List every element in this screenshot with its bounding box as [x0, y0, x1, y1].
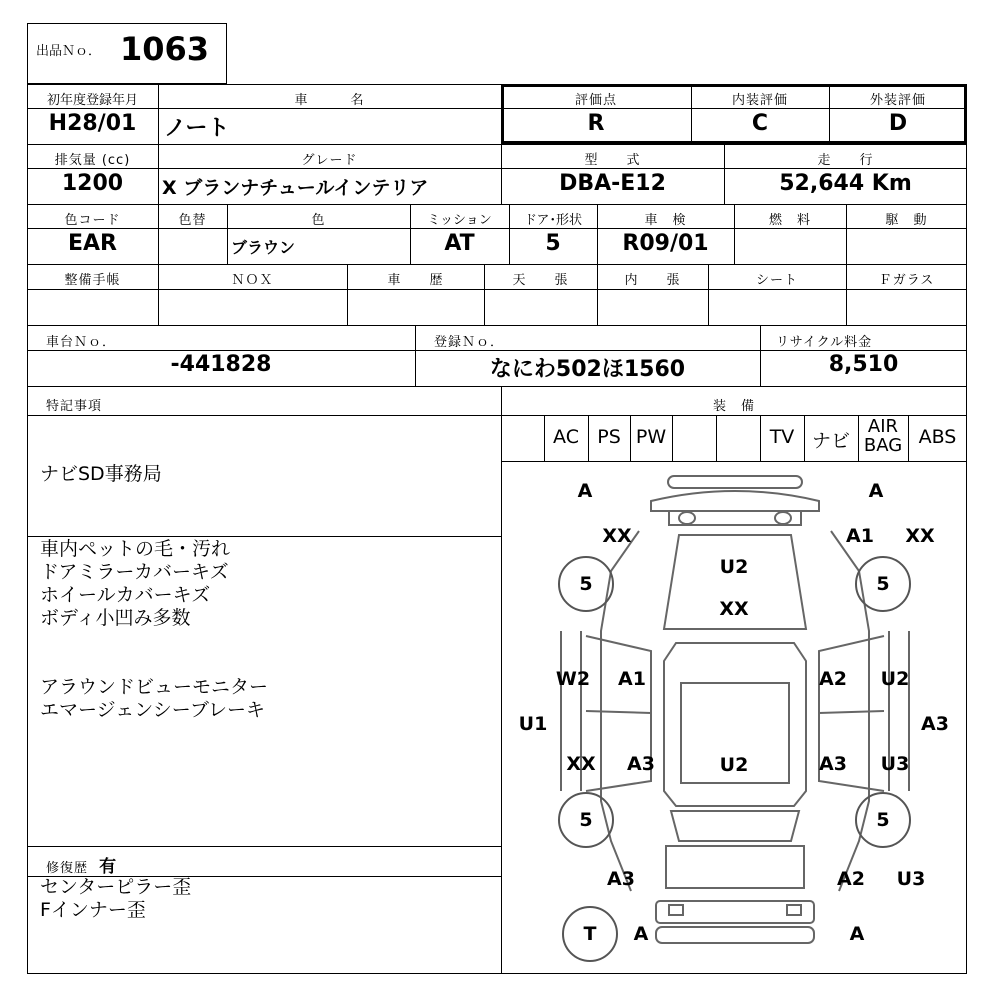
grade-value: X ブランナチュールインテリア — [162, 177, 429, 199]
score-label: 評価点 — [574, 93, 617, 108]
inspection-value: R09/01 — [622, 231, 709, 256]
lot-number: 1063 — [120, 30, 210, 68]
displacement-label: 排気量 (cc) — [54, 153, 131, 168]
mark-rear-left-corner: A — [633, 923, 649, 945]
notes-top: ナビSD事務局 — [40, 463, 162, 485]
model-label: 型 式 — [584, 153, 641, 168]
mark-left-side-u1: U1 — [518, 713, 548, 735]
inspection-label: 車 検 — [644, 213, 687, 228]
fuel-label: 燃 料 — [768, 213, 811, 228]
interior-trim-label: 内 張 — [624, 273, 681, 288]
mark-right-rear-door-u3: U3 — [880, 753, 910, 775]
mileage-value: 52,644 Km — [779, 171, 912, 196]
mark-left-front-door-a1: A1 — [618, 668, 646, 690]
mark-right-side-a3: A3 — [921, 713, 949, 735]
tire-spare-score: T — [583, 923, 597, 945]
mark-rear-left-quarter: A3 — [607, 868, 635, 890]
registration-label: 登録Ｎｏ． — [434, 335, 505, 350]
equip-ps: PS — [597, 426, 621, 448]
seat-label: シート — [755, 273, 798, 288]
mark-roof-u2: U2 — [719, 754, 749, 776]
equip-abs: ABS — [918, 426, 957, 448]
tire-rr-score: 5 — [876, 809, 890, 831]
mark-left-rear-door-a3: A3 — [627, 753, 655, 775]
mark-left-front-door-w2: W2 — [555, 668, 591, 690]
mark-right-front-door-u2: U2 — [880, 668, 910, 690]
score-value: R — [587, 111, 605, 136]
notes-label: 特記事項 — [46, 399, 103, 414]
interior-value: C — [751, 111, 769, 136]
color-value: ブラウン — [231, 238, 296, 257]
first-reg-value: H28/01 — [48, 111, 137, 136]
grade-label: グレード — [301, 153, 358, 168]
mark-right-front-door-a2: A2 — [819, 668, 847, 690]
mark-rear-right-quarter-u3: U3 — [896, 868, 926, 890]
drive-label: 駆 動 — [885, 213, 928, 228]
tire-fl-score: 5 — [579, 573, 593, 595]
color-change-label: 色替 — [178, 213, 207, 228]
color-label: 色 — [311, 213, 326, 228]
mark-front-right-fender-xx: XX — [905, 525, 935, 547]
notes-middle: 車内ペットの毛・汚れ ドアミラーカバーキズ ホイールカバーキズ ボディ小凹み多数 アラウンドビューモニター エマージェンシーブレーキ — [40, 538, 269, 721]
nox-label: ＮＯＸ — [231, 273, 274, 288]
displacement-value: 1200 — [61, 171, 124, 196]
mark-rear-right-quarter-a2: A2 — [837, 868, 865, 890]
history-label: 車 歴 — [387, 273, 444, 288]
mark-front-right-corner: A — [868, 480, 884, 502]
equip-ac: AC — [553, 426, 579, 448]
recycle-label: リサイクル料金 — [776, 335, 873, 350]
car-name-label: 車 名 — [294, 93, 365, 108]
car-name-value: ノート — [164, 116, 230, 141]
doors-value: 5 — [545, 231, 561, 256]
equip-pw: PW — [635, 426, 667, 448]
mark-front-right-fender-a1: A1 — [846, 525, 874, 547]
registration-value: なにわ502ほ1560 — [489, 357, 686, 382]
mark-hood-u2: U2 — [719, 556, 749, 578]
repair-label: 修復歴 — [46, 861, 89, 876]
car-diagram-outline — [501, 461, 967, 974]
model-value: DBA-E12 — [559, 171, 666, 196]
color-code-value: EAR — [68, 231, 117, 256]
equip-tv: TV — [769, 426, 795, 448]
tire-rl-score: 5 — [579, 809, 593, 831]
mark-left-rear-door-xx: XX — [566, 753, 596, 775]
tire-fr-score: 5 — [876, 573, 890, 595]
mark-front-left-corner: A — [577, 480, 593, 502]
chassis-value: -441828 — [170, 352, 272, 377]
exterior-value: D — [888, 111, 908, 136]
repair-notes: センターピラー歪 Fインナー歪 — [40, 876, 192, 921]
equip-airbag: AIR BAG — [863, 416, 903, 456]
maintenance-label: 整備手帳 — [64, 273, 121, 288]
chassis-label: 車台Ｎｏ． — [46, 335, 117, 350]
repair-value: 有 — [99, 857, 117, 877]
color-code-label: 色コード — [64, 213, 121, 228]
mileage-label: 走 行 — [817, 153, 874, 168]
mark-front-left-fender: XX — [602, 525, 632, 547]
interior-label: 内装評価 — [731, 93, 788, 108]
first-reg-label: 初年度登録年月 — [46, 93, 138, 108]
equipment-label: 装 備 — [712, 399, 755, 414]
repair-history — [46, 852, 116, 877]
doors-label: ドア･形状 — [523, 213, 583, 228]
mark-rear-right-corner: A — [849, 923, 865, 945]
lot-label: 出品Ｎｏ． — [36, 44, 102, 59]
mission-label: ミッション — [427, 213, 492, 228]
mark-hood-xx: XX — [719, 598, 749, 620]
mission-value: AT — [444, 231, 475, 256]
f-glass-label: Ｆガラス — [878, 273, 935, 288]
mark-right-rear-door-a3: A3 — [819, 753, 847, 775]
ceiling-label: 天 張 — [512, 273, 569, 288]
recycle-value: 8,510 — [828, 352, 899, 377]
equip-navi: ナビ — [811, 430, 850, 452]
exterior-label: 外装評価 — [869, 93, 926, 108]
